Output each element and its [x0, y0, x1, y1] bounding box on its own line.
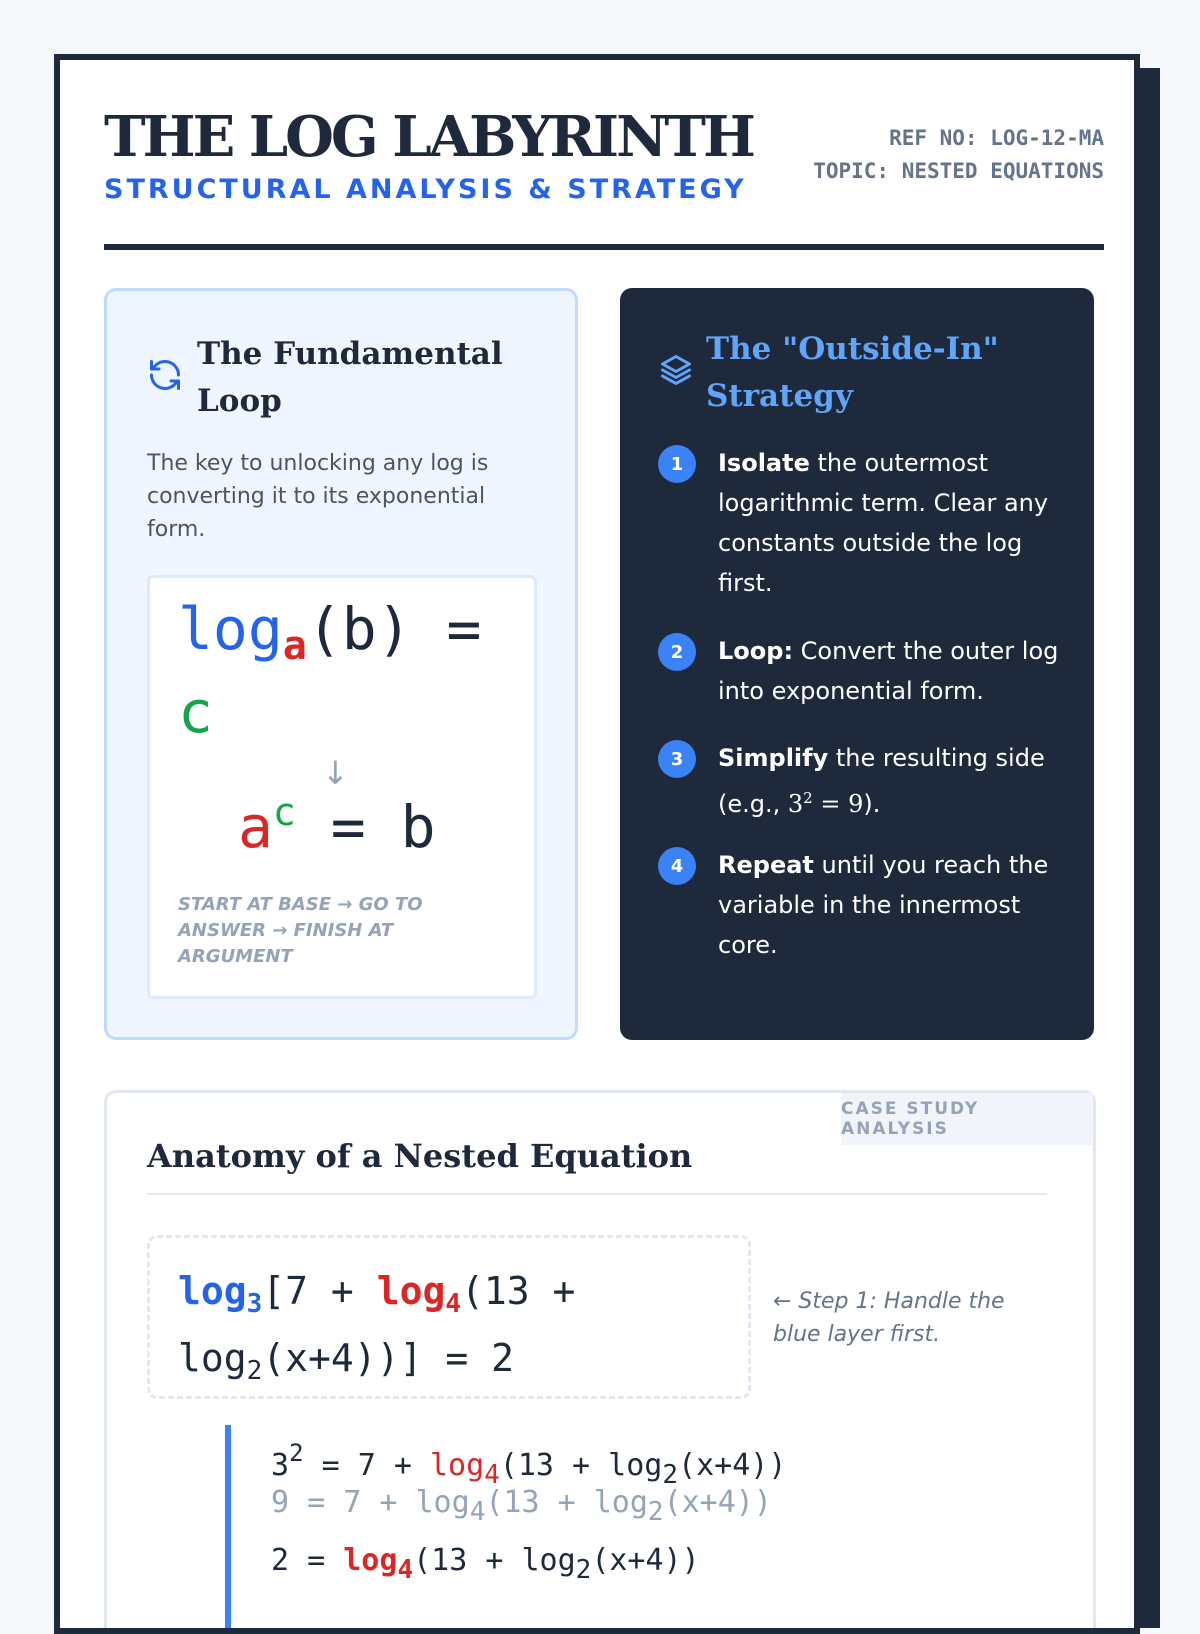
step-text: Loop: Convert the outer log into exponential form.: [718, 637, 1059, 705]
work-line: 9 = 7 + log4(13 + log2(x+4)): [271, 1485, 772, 1527]
loop-card-title: The Fundamental Loop: [197, 336, 503, 419]
worksheet-page: [54, 54, 1140, 1634]
refresh-icon: [147, 357, 183, 393]
ref-number: REF NO: LOG-12-MA: [889, 126, 1104, 150]
nested-equation-box: [147, 1235, 751, 1399]
loop-card-description: The key to unlocking any log is converting it to its exponential form.: [147, 451, 489, 542]
page-subtitle: STRUCTURAL ANALYSIS & STRATEGY: [104, 174, 747, 205]
step-text: Isolate the outermost logarithmic term. Clear any constants outside the log first.: [718, 449, 1049, 597]
divider: [147, 1193, 1047, 1195]
strategy-card-title: The "Outside-In" Strategy: [706, 331, 999, 414]
page-title: THE LOG LABYRINTH: [104, 104, 753, 170]
formula-box: [147, 575, 537, 999]
reference-block: [813, 122, 1104, 188]
worked-solution: [225, 1425, 931, 1634]
log-keyword: log: [178, 595, 283, 663]
nested-equation: $\log_3[7 + \log_4(13 + \log_2(x+4))] = 2$: [178, 1269, 576, 1386]
case-study-card: [104, 1090, 1096, 1634]
outside-in-strategy-card: [620, 288, 1094, 1040]
layers-icon: [658, 352, 694, 388]
fundamental-loop-card: [104, 288, 578, 1040]
work-line: $3^2 = 7 + \log 4(13 + \log 2(x+4))$: [271, 1439, 787, 1490]
step-number-badge: 1: [658, 445, 696, 483]
arrow-down-icon: ↓: [322, 754, 349, 792]
log-base: a: [282, 623, 307, 669]
header: [104, 104, 1104, 250]
step-text: Simplify the resulting side (e.g., $3^2 = 9$).: [718, 744, 1045, 818]
log-formula: [178, 596, 518, 745]
step-number-badge: 2: [658, 633, 696, 671]
step-number-badge: 4: [658, 847, 696, 885]
topic-label: TOPIC: NESTED EQUATIONS: [813, 159, 1104, 183]
exp-base: a: [238, 793, 273, 861]
case-study-title: Anatomy of a Nested Equation: [147, 1137, 693, 1175]
exp-power: c: [272, 790, 296, 834]
step-hint: ← Step 1: Handle the blue layer first.: [773, 1289, 1005, 1347]
step-number-badge: 3: [658, 740, 696, 778]
formula-caption: START AT BASE → GO TO ANSWER → FINISH AT ARGUMENT: [178, 894, 423, 967]
work-line: 2 = log4(13 + log2(x+4)): [271, 1543, 700, 1585]
exp-rest: = b: [295, 793, 436, 861]
log-argument: (b) =: [306, 595, 482, 663]
log-result: c: [178, 678, 213, 746]
exponential-formula: [238, 790, 436, 861]
case-study-tag: CASE STUDY ANALYSIS: [841, 1093, 1093, 1145]
step-text: Repeat until you reach the variable in the innermost core.: [718, 851, 1049, 959]
